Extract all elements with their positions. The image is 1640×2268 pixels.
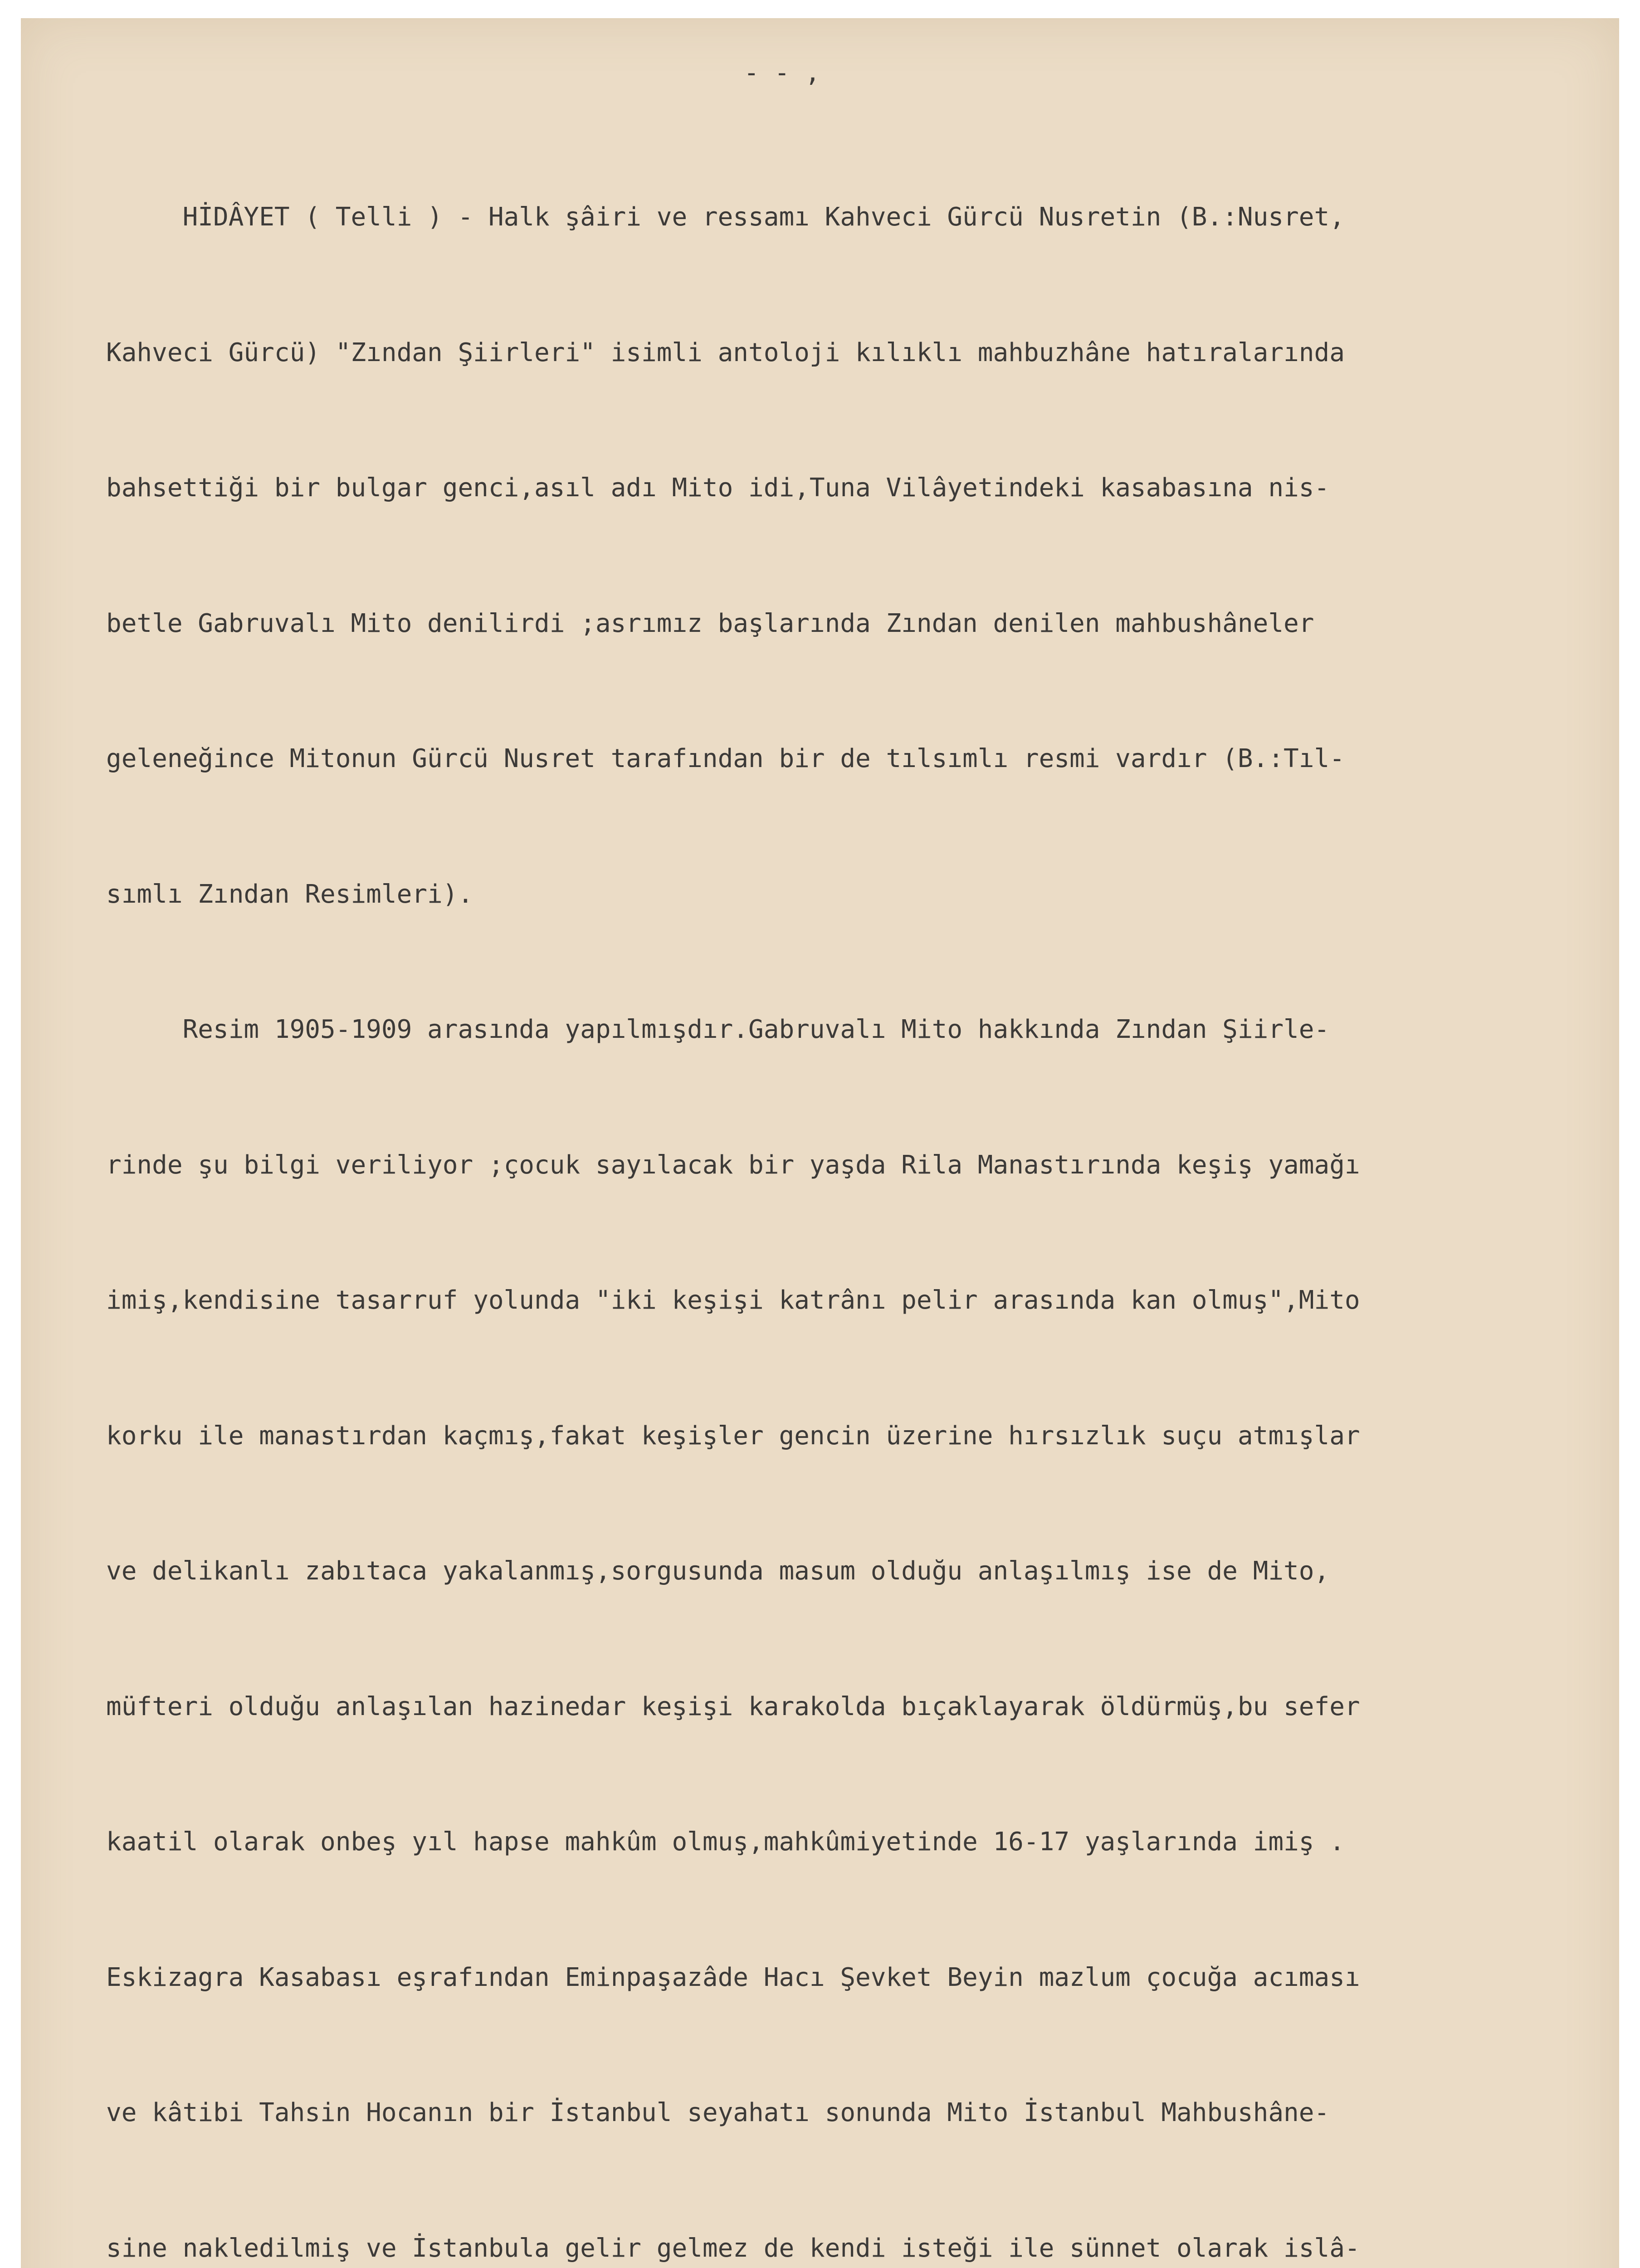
text-line: HİDÂYET ( Telli ) - Halk şâiri ve ressamı Kahveci Gürcü Nusretin (B.:Nusret, <box>106 202 1345 232</box>
text-line: imiş,kendisine tasarruf yolunda "iki keşişi katrânı pelir arasında kan olmuş",Mito <box>106 1286 1360 1315</box>
text-line: sine nakledilmiş ve İstanbula gelir gelmez de kendi isteği ile sünnet olarak islâ- <box>106 2233 1360 2263</box>
text-line: korku ile manastırdan kaçmış,fakat keşişler gencin üzerine hırsızlık suçu atmışlar <box>106 1421 1360 1451</box>
text-line: geleneğince Mitonun Gürcü Nusret tarafından bir de tılsımlı resmi vardır (B.:Tıl- <box>106 744 1345 773</box>
text-line: sımlı Zından Resimleri). <box>106 879 473 909</box>
text-line: bahsettiği bir bulgar genci,asıl adı Mito idi,Tuna Vilâyetindeki kasabasına nis- <box>106 473 1330 503</box>
text-line: kaatil olarak onbeş yıl hapse mahkûm olmuş,mahkûmiyetinde 16-17 yaşlarında imiş . <box>106 1827 1345 1857</box>
text-line: rinde şu bilgi veriliyor ;çocuk sayılacak bir yaşda Rila Manastırında keşiş yamağı <box>106 1150 1360 1180</box>
text-line: Kahveci Gürcü) "Zından Şiirleri" isimli antoloji kılıklı mahbuzhâne hatıralarında <box>106 337 1345 367</box>
page-mark: - - , <box>744 58 820 88</box>
text-line: ve kâtibi Tahsin Hocanın bir İstanbul seyahatı sonunda Mito İstanbul Mahbushâne- <box>106 2098 1330 2127</box>
text-line: Eskizagra Kasabası eşrafından Eminpaşazâde Hacı Şevket Beyin mazlum çocuğa acıması <box>106 1962 1360 1992</box>
text-line: ve delikanlı zabıtaca yakalanmış,sorgusunda masum olduğu anlaşılmış ise de Mito, <box>106 1556 1330 1586</box>
text-line: Resim 1905-1909 arasında yapılmışdır.Gabruvalı Mito hakkında Zından Şiirle- <box>106 1015 1330 1044</box>
text-line: betle Gabruvalı Mito denilirdi ;asrımız başlarında Zından denilen mahbushâneler <box>106 608 1314 638</box>
document-body <box>106 104 1612 2268</box>
text-line: müfteri olduğu anlaşılan hazinedar keşişi karakolda bıçaklayarak öldürmüş,bu sefer <box>106 1691 1360 1721</box>
